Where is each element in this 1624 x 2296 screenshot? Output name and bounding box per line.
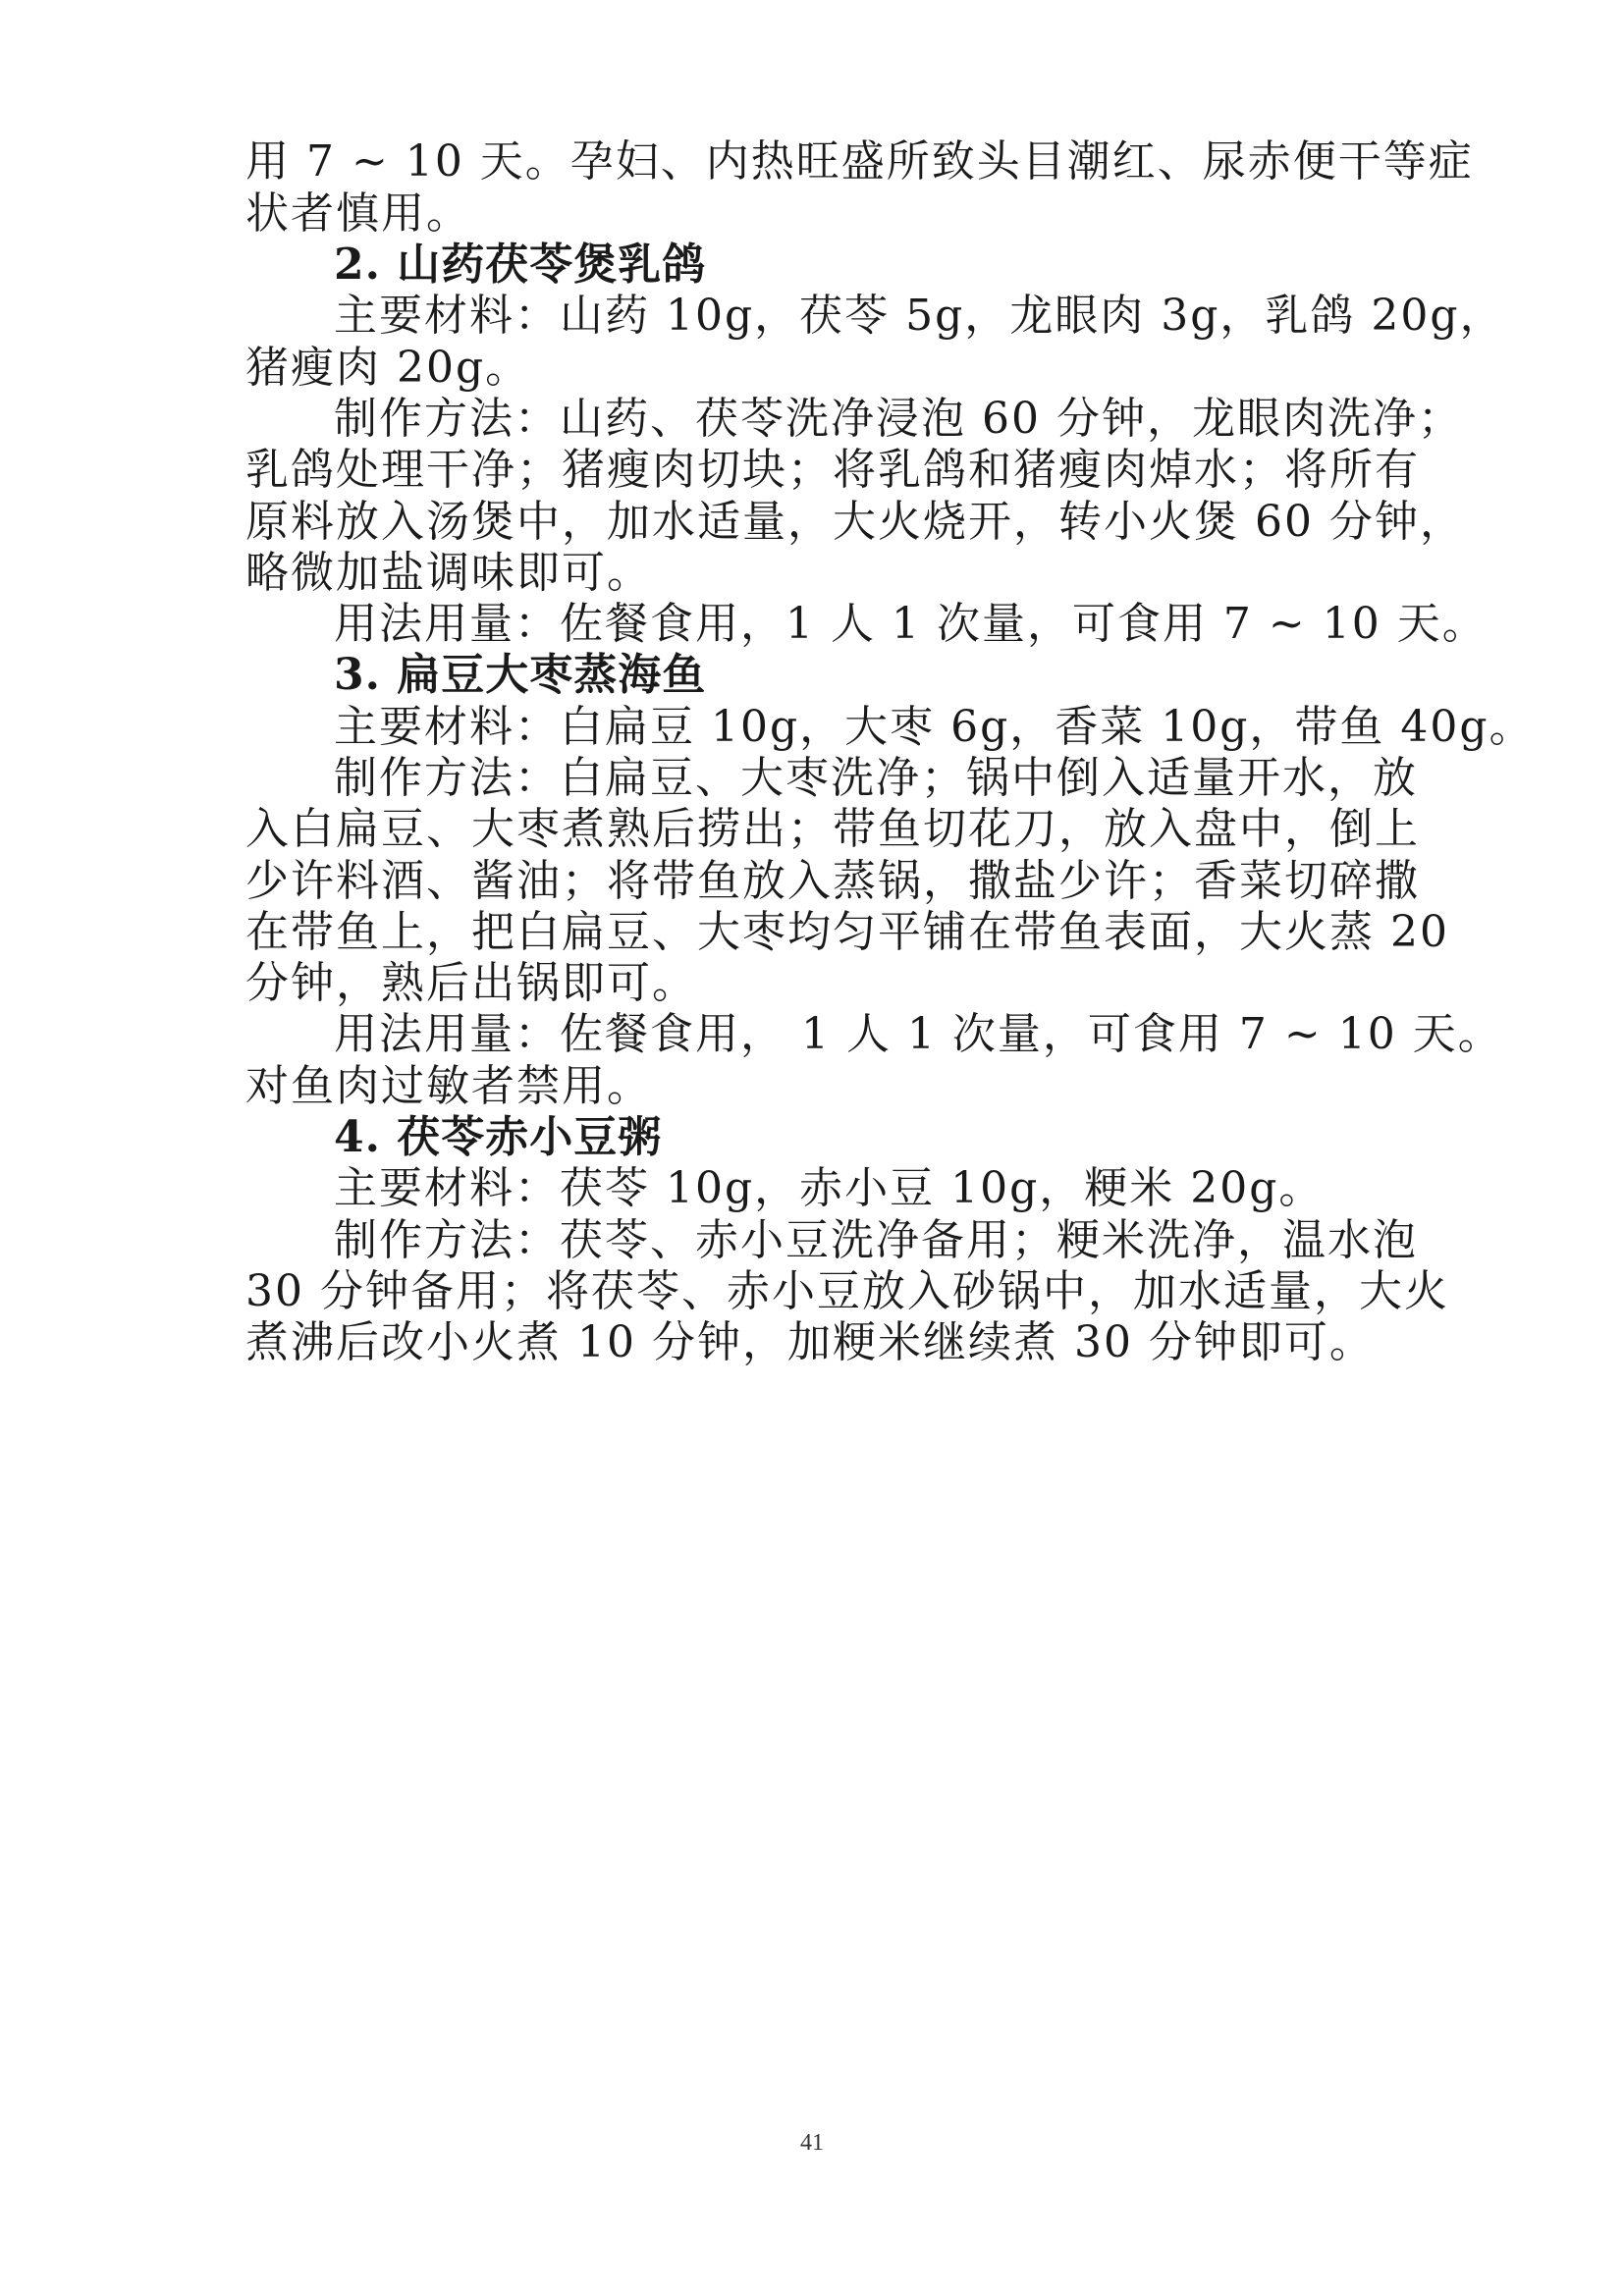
text-line: 用 7 ~ 10 天。孕妇、内热旺盛所致头目潮红、尿赤便干等症 (245, 136, 1474, 187)
text-line: 乳鸽处理干净；猪瘦肉切块；将乳鸽和猪瘦肉焯水；将所有 (245, 445, 1420, 495)
page-number: 41 (800, 2130, 824, 2156)
text-line: 煮沸后改小火煮 10 分钟，加粳米继续煮 30 分钟即可。 (245, 1317, 1375, 1367)
text-line: 主要材料：山药 10g，茯苓 5g，龙眼肉 3g，乳鸽 20g， (334, 291, 1505, 341)
section-heading: 4. 茯苓赤小豆粥 (334, 1112, 663, 1162)
text-line: 入白扁豆、大枣煮熟后捞出；带鱼切花刀，放入盘中，倒上 (245, 804, 1420, 854)
section-heading: 3. 扁豆大枣蒸海鱼 (334, 650, 707, 700)
text-line: 制作方法：白扁豆、大枣洗净；锅中倒入适量开水，放 (334, 753, 1418, 803)
text-line: 制作方法：茯苓、赤小豆洗净备用；粳米洗净，温水泡 (334, 1215, 1418, 1265)
section-heading: 2. 山药茯苓煲乳鸽 (334, 240, 707, 290)
text-line: 略微加盐调味即可。 (245, 548, 652, 598)
text-line: 状者慎用。 (245, 188, 471, 239)
text-line: 分钟，熟后出锅即可。 (245, 958, 697, 1008)
text-line: 主要材料：茯苓 10g，赤小豆 10g，粳米 20g。 (334, 1163, 1325, 1213)
text-line: 猪瘦肉 20g。 (245, 343, 531, 393)
text-line: 主要材料：白扁豆 10g，大枣 6g，香菜 10g，带鱼 40g。 (334, 702, 1535, 752)
text-line: 制作方法：山药、茯苓洗净浸泡 60 分钟，龙眼肉洗净； (334, 394, 1463, 444)
text-line: 少许料酒、酱油；将带鱼放入蒸锅，撒盐少许；香菜切碎撒 (245, 856, 1420, 906)
text-line: 原料放入汤煲中，加水适量，大火烧开，转小火煲 60 分钟， (245, 497, 1465, 547)
text-line: 用法用量：佐餐食用， 1 人 1 次量，可食用 7 ~ 10 天。 (334, 1009, 1503, 1059)
text-line: 30 分钟备用；将茯苓、赤小豆放入砂锅中，加水适量，大火 (245, 1266, 1449, 1316)
text-line: 在带鱼上，把白扁豆、大枣均匀平铺在带鱼表面，大火蒸 20 (245, 907, 1449, 957)
text-line: 对鱼肉过敏者禁用。 (245, 1061, 652, 1111)
text-line: 用法用量：佐餐食用，1 人 1 次量，可食用 7 ~ 10 天。 (334, 599, 1488, 649)
